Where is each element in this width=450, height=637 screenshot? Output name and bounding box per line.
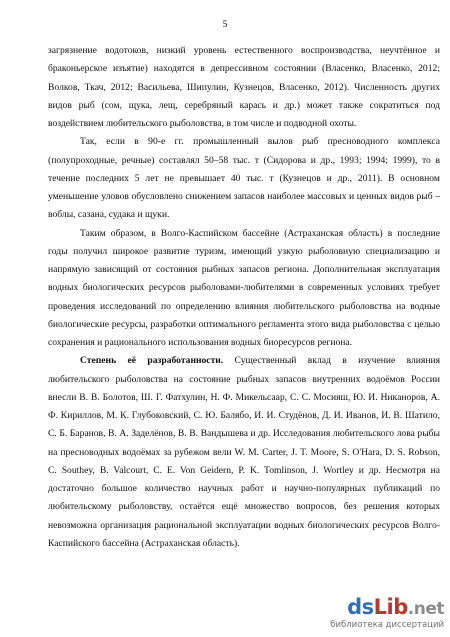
paragraph-1: загрязнение водотоков, низкий уровень естественного воспроизводства, неучтённое и браконьерское изъятие) находятся в депрессивном состоянии (Власенко, Власенко, 2012; Волков, Ткач, 2012; Васильева, Шипулин, Кузнецов, Власенко, 2012). Численность других видов рыб (сом, щука, лещ, серебряный карась и др.) может также сократиться под воздействием любительского рыболовства, в том числе и подводной охоты. — [48, 45, 440, 129]
paragraph-4 — [48, 352, 440, 553]
paragraph-3: Таким образом, в Волго-Каспийском бассейне (Астраханская область) в последние годы получил широкое развитие туризм, имеющий узкую рыболовную специализацию и напрямую зависящий от состояния рыбных запасов региона. Дополнительная эксплуатация водных биологических ресурсов рыболовами-любителями в современных условиях требует проведения исследований по определению влияния любительского рыболовства на водные биологические ресурсы, разработки оптимального регламента этого вида рыболовства с целью сохранения и рационального использования водных биоресурсов региона. — [48, 227, 440, 348]
logo-lib-text: Lib — [373, 595, 408, 619]
paragraph-2: Так, если в 90-е гг. промышленный вылов рыб пресноводного комплекса (полупроходные, речные) составлял 50–58 тыс. т (Сидорова и др., 1993; 1994; 1999), то в течение последних 5 лет не превышает 40 тыс. т (Кузнецов и др., 2011). В основном уменьшение уловов обусловлено снижением запасов наиболее массовых и ценных видов рыб – воблы, сазана, судака и щуки. — [48, 136, 440, 221]
dslib-logo[interactable] — [347, 595, 444, 619]
document-body — [48, 42, 440, 553]
watermark-caption: библиотека диссертаций — [330, 620, 444, 630]
watermark[interactable] — [330, 595, 444, 633]
paragraph-4-body: Существенный вклад в изучение влияния любительского рыболовства на состояние рыбных запасов внутренних водоёмов России внесли В. В. Болотов, Ш. Г. Фатхулин, Н. Ф. Микельсаар, С. С. Мосияш, Ю. И. Никаноров, А. Ф. Кириллов, М. К. Глубоковский, С. Ю. Балябо, И. И. Студёнов, Д. И. Иванов, И. В. Шатило, С. Б. Баранов, В. А. Заделёнов, В. В. Вандышева и др. Исследования любительского лова рыбы на пресноводных водоёмах за рубежом вели W. M. Carter, J. T. Moore, S. O'Hara, D. S. Robson, C. Southey, B. Valcourt, C. E. Von Geidern, P. K. Tomlinson, J. Wortley и др. Несмотря на достаточно большое количество научных работ и научно-популярных публикаций по любительскому рыболовству, остаётся ещё множество вопросов, без решения которых невозможна организация рациональной эксплуатации водных биологических ресурсов Волго-Каспийского бассейна (Астраханская область). — [48, 355, 440, 549]
page-number: 5 — [222, 20, 228, 30]
section-heading: Степень её разработанности. — [80, 355, 224, 367]
logo-ds-text: ds — [347, 595, 374, 619]
logo-net-text: .net — [407, 599, 444, 619]
